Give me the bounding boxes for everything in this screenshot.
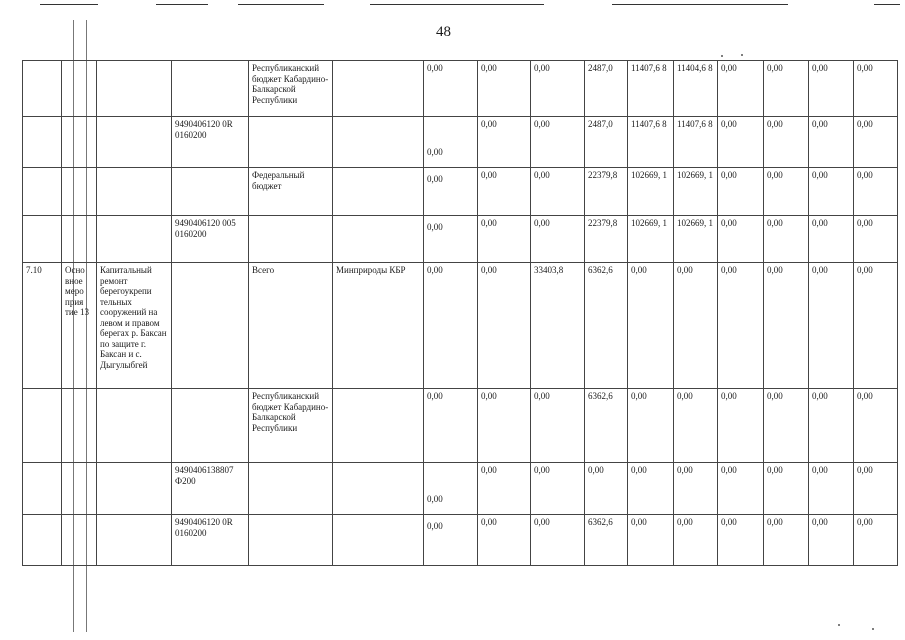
row-value: 0,00: [764, 168, 809, 216]
row-value: 102669, 1: [628, 216, 674, 263]
row-value: 0,00: [854, 168, 898, 216]
row-executor: [333, 117, 424, 168]
row-value: 0,00: [809, 61, 854, 117]
row-number: [23, 389, 62, 463]
row-funding-source: [249, 216, 333, 263]
row-value: 0,00: [809, 216, 854, 263]
table-row: [23, 515, 898, 566]
row-value: 0,00: [628, 263, 674, 389]
row-value: 0,00: [809, 463, 854, 515]
row-value: 0,00: [809, 263, 854, 389]
row-code: [172, 61, 249, 117]
row-value: 0,00: [718, 117, 764, 168]
page-number: 48: [436, 24, 451, 40]
table-row: [23, 168, 898, 216]
row-value: 0,00: [628, 463, 674, 515]
table-row: [23, 263, 898, 389]
row-number: [23, 117, 62, 168]
row-value: 2487,0: [585, 61, 628, 117]
row-value: 0,00: [809, 168, 854, 216]
row-title: [97, 389, 172, 463]
row-value: 0,00: [628, 515, 674, 566]
row-value: 0,00: [674, 389, 718, 463]
row-funding-source: [249, 117, 333, 168]
row-value: 0,00: [478, 515, 531, 566]
row-value: 0,00: [764, 263, 809, 389]
row-status: Осно вное меро прия тие 13: [62, 263, 97, 389]
row-code: 9490406120 005 0160200: [172, 216, 249, 263]
row-value: 0,00: [531, 463, 585, 515]
row-title: [97, 168, 172, 216]
row-code: 9490406138807 Ф200: [172, 463, 249, 515]
row-value: 0,00: [628, 389, 674, 463]
row-value: 0,00: [478, 216, 531, 263]
row-title: [97, 463, 172, 515]
row-status: [62, 216, 97, 263]
row-value: 0,00: [764, 216, 809, 263]
row-executor: [333, 463, 424, 515]
row-value: 0,00: [854, 117, 898, 168]
row-value: 0,00: [718, 263, 764, 389]
table-row: [23, 216, 898, 263]
table-row: [23, 61, 898, 117]
row-status: [62, 117, 97, 168]
scan-speck: [872, 628, 874, 630]
row-value: 0,00: [718, 463, 764, 515]
row-number: [23, 463, 62, 515]
row-value: 0,00: [424, 515, 478, 566]
row-executor: [333, 515, 424, 566]
row-value: 0,00: [764, 515, 809, 566]
row-value: 0,00: [478, 117, 531, 168]
row-value: 0,00: [718, 389, 764, 463]
row-value: 6362,6: [585, 263, 628, 389]
row-value: 0,00: [674, 263, 718, 389]
row-funding-source: Республиканский бюджет Кабардино-Балкарской Республики: [249, 389, 333, 463]
row-value: 6362,6: [585, 389, 628, 463]
header-rule: [238, 4, 324, 5]
row-value: 2487,0: [585, 117, 628, 168]
row-value: 102669, 1: [628, 168, 674, 216]
row-funding-source: Федеральный бюджет: [249, 168, 333, 216]
row-executor: [333, 168, 424, 216]
row-value: 0,00: [718, 216, 764, 263]
row-value: 0,00: [764, 117, 809, 168]
row-number: [23, 216, 62, 263]
row-value: 0,00: [718, 515, 764, 566]
row-code: 9490406120 0R 0160200: [172, 117, 249, 168]
row-value: 0,00: [809, 389, 854, 463]
row-value: 0,00: [424, 216, 478, 263]
row-value: 0,00: [674, 515, 718, 566]
row-value: 0,00: [854, 463, 898, 515]
row-value: 11404,6 8: [674, 61, 718, 117]
row-value: 11407,6 8: [628, 61, 674, 117]
header-rule: [370, 4, 544, 5]
row-value: 0,00: [531, 168, 585, 216]
row-value: 0,00: [854, 389, 898, 463]
row-value: 0,00: [424, 168, 478, 216]
row-executor: [333, 61, 424, 117]
header-rule: [156, 4, 208, 5]
row-value: 0,00: [478, 168, 531, 216]
row-value: 0,00: [854, 515, 898, 566]
scan-speck: [741, 54, 743, 56]
row-funding-source: Республиканский бюджет Кабардино-Балкарской Республики: [249, 61, 333, 117]
row-funding-source: Всего: [249, 263, 333, 389]
row-value: 22379,8: [585, 216, 628, 263]
row-title: Капитальный ремонт берегоукрепи тельных сооружений на левом и правом берегах р. Баксан по защите г. Баксан и с. Дыгулыбгей: [97, 263, 172, 389]
row-value: 0,00: [424, 463, 478, 515]
row-value: 102669, 1: [674, 168, 718, 216]
row-value: 0,00: [531, 61, 585, 117]
row-code: [172, 263, 249, 389]
header-rule: [612, 4, 788, 5]
row-value: 0,00: [718, 168, 764, 216]
row-value: 102669, 1: [674, 216, 718, 263]
row-funding-source: [249, 515, 333, 566]
row-value: 0,00: [854, 61, 898, 117]
table-row: [23, 117, 898, 168]
row-code: [172, 389, 249, 463]
row-value: 0,00: [585, 463, 628, 515]
table-row: [23, 389, 898, 463]
row-title: [97, 515, 172, 566]
header-rule: [40, 4, 98, 5]
row-status: [62, 61, 97, 117]
row-value: 0,00: [531, 515, 585, 566]
row-value: 0,00: [478, 61, 531, 117]
row-status: [62, 389, 97, 463]
row-value: 0,00: [854, 216, 898, 263]
row-title: [97, 61, 172, 117]
row-number: 7.10: [23, 263, 62, 389]
scan-speck: [721, 55, 723, 57]
row-value: 0,00: [531, 117, 585, 168]
row-code: [172, 168, 249, 216]
row-value: 0,00: [854, 263, 898, 389]
table-row: [23, 463, 898, 515]
row-executor: [333, 216, 424, 263]
row-status: [62, 463, 97, 515]
row-value: 22379,8: [585, 168, 628, 216]
row-value: 0,00: [531, 389, 585, 463]
row-value: 0,00: [531, 216, 585, 263]
row-value: 11407,6 8: [674, 117, 718, 168]
row-value: 6362,6: [585, 515, 628, 566]
row-value: 0,00: [424, 263, 478, 389]
row-number: [23, 61, 62, 117]
row-value: 0,00: [478, 463, 531, 515]
row-value: 0,00: [424, 61, 478, 117]
row-title: [97, 117, 172, 168]
row-value: 0,00: [424, 117, 478, 168]
row-value: 11407,6 8: [628, 117, 674, 168]
header-rule: [874, 4, 900, 5]
row-number: [23, 168, 62, 216]
row-executor: [333, 389, 424, 463]
row-value: 0,00: [424, 389, 478, 463]
row-title: [97, 216, 172, 263]
row-value: 0,00: [764, 61, 809, 117]
row-value: 0,00: [809, 515, 854, 566]
row-value: 0,00: [718, 61, 764, 117]
row-funding-source: [249, 463, 333, 515]
row-value: 33403,8: [531, 263, 585, 389]
row-value: 0,00: [764, 389, 809, 463]
row-number: [23, 515, 62, 566]
row-value: 0,00: [674, 463, 718, 515]
scan-speck: [838, 624, 840, 626]
row-value: 0,00: [764, 463, 809, 515]
row-value: 0,00: [478, 389, 531, 463]
row-executor: Минприроды КБР: [333, 263, 424, 389]
row-code: 9490406120 0R 0160200: [172, 515, 249, 566]
budget-table: [22, 60, 898, 566]
row-value: 0,00: [809, 117, 854, 168]
row-status: [62, 515, 97, 566]
row-value: 0,00: [478, 263, 531, 389]
row-status: [62, 168, 97, 216]
